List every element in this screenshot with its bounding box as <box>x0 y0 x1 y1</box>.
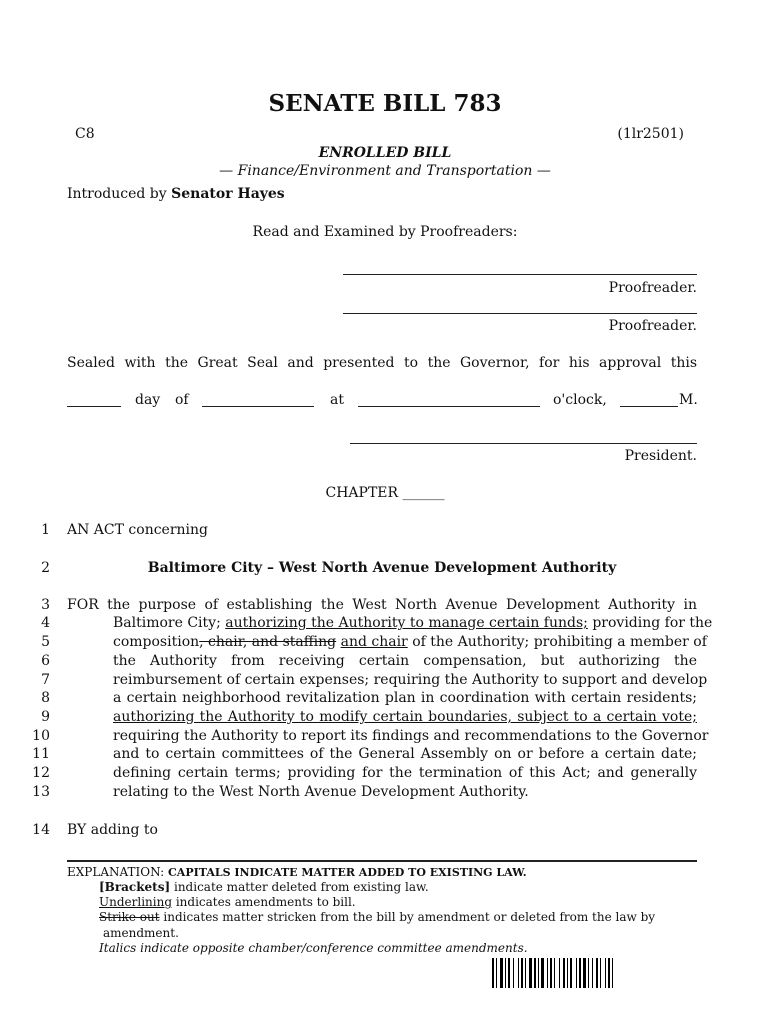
line-number: 14 <box>32 822 50 838</box>
underlining-term: Underlining <box>99 895 173 909</box>
proofreader-label-1: Proofreader. <box>608 280 697 296</box>
president-signature-line <box>350 443 697 444</box>
chapter-label: CHAPTER ______ <box>325 485 445 501</box>
underlining-line <box>99 895 356 909</box>
at-word: at <box>330 392 344 408</box>
bill-subject: Baltimore City – West North Avenue Development Authority <box>147 560 617 576</box>
purpose-line-10: requiring the Authority to report its findings and recommendations to the Governor <box>113 728 709 744</box>
signature-line <box>343 274 697 275</box>
committee-label: — Finance/Environment and Transportation — <box>219 163 551 179</box>
blank-time <box>358 406 540 407</box>
line-number: 6 <box>41 653 50 669</box>
purpose-line-12: defining certain terms; providing for the termination of this Act; and generally <box>113 765 697 781</box>
blank-day <box>67 406 121 407</box>
explanation-rule <box>67 860 697 862</box>
blank-meridiem <box>620 406 678 407</box>
strikeout-desc-cont: amendment. <box>103 926 179 940</box>
code-right: (1lr2501) <box>617 126 684 142</box>
brackets-line <box>99 880 429 894</box>
line-number: 7 <box>41 672 50 688</box>
purpose-line-8: a certain neighborhood revitalization plan in coordination with certain residents; <box>113 690 697 706</box>
blank-month <box>202 406 314 407</box>
line-number: 2 <box>41 560 50 576</box>
strikeout-desc: indicates matter stricken from the bill by amendment or deleted from the law by <box>163 910 656 924</box>
amended-text: authorizing the Authority to manage certain funds; <box>225 615 588 631</box>
purpose-line-9: authorizing the Authority to modify certain boundaries, subject to a certain vote; <box>113 709 697 725</box>
line-number: 1 <box>41 522 50 538</box>
signature-line <box>343 313 697 314</box>
proofreaders-heading: Read and Examined by Proofreaders: <box>252 224 518 240</box>
line-number: 9 <box>41 709 50 725</box>
oclock-word: o'clock, <box>553 392 607 408</box>
explanation-label: EXPLANATION: <box>67 865 165 879</box>
underlining-desc: indicates amendments to bill. <box>175 895 356 909</box>
purpose-line-3: FOR the purpose of establishing the West North Avenue Development Authority in <box>67 597 697 613</box>
of-word: of <box>175 392 189 408</box>
bill-title: SENATE BILL 783 <box>268 90 502 117</box>
line-number: 10 <box>32 728 50 744</box>
purpose-line-7: reimbursement of certain expenses; requiring the Authority to support and develop <box>113 672 708 688</box>
by-adding-line: BY adding to <box>67 822 158 838</box>
introduced-line <box>67 186 285 202</box>
amended-text: and chair <box>340 634 408 650</box>
line-number: 3 <box>41 597 50 613</box>
line-number: 12 <box>32 765 50 781</box>
explanation-caps-line <box>67 865 527 879</box>
purpose-line-5 <box>113 634 707 650</box>
text-segment: Baltimore City; <box>113 615 221 631</box>
line-number: 13 <box>32 784 50 800</box>
line-number: 11 <box>32 746 50 762</box>
line-number: 4 <box>41 615 50 631</box>
m-word: M. <box>679 392 698 408</box>
president-label: President. <box>624 448 697 464</box>
stricken-text: , chair, and staffing <box>199 634 337 650</box>
code-left: C8 <box>75 126 95 142</box>
text-segment: composition <box>113 634 200 650</box>
introduced-prefix: Introduced by <box>67 186 167 202</box>
purpose-line-11: and to certain committees of the General Assembly on or before a certain date; <box>113 746 697 762</box>
day-word: day <box>135 392 161 408</box>
purpose-line-4 <box>113 615 713 631</box>
purpose-line-13: relating to the West North Avenue Development Authority. <box>113 784 529 800</box>
strikeout-term: Strike out <box>99 910 160 924</box>
italics-note: Italics indicate opposite chamber/conference committee amendments. <box>99 941 528 955</box>
text-segment: of the Authority; prohibiting a member of <box>412 634 707 650</box>
seal-text: Sealed with the Great Seal and presented to the Governor, for his approval this <box>67 355 697 371</box>
capitals-note: CAPITALS INDICATE MATTER ADDED TO EXISTING LAW. <box>168 866 527 879</box>
barcode-image <box>492 958 680 988</box>
sponsor-name: Senator Hayes <box>171 186 285 202</box>
enrolled-label: ENROLLED BILL <box>318 145 452 161</box>
brackets-term: [Brackets] <box>99 880 171 894</box>
purpose-line-6: the Authority from receiving certain compensation, but authorizing the <box>113 653 697 669</box>
line-number: 8 <box>41 690 50 706</box>
act-line: AN ACT concerning <box>67 522 208 538</box>
line-number: 5 <box>41 634 50 650</box>
text-segment: providing for the <box>592 615 713 631</box>
brackets-desc: indicate matter deleted from existing law. <box>173 880 429 894</box>
proofreader-label-2: Proofreader. <box>608 318 697 334</box>
strikeout-line <box>99 910 655 924</box>
